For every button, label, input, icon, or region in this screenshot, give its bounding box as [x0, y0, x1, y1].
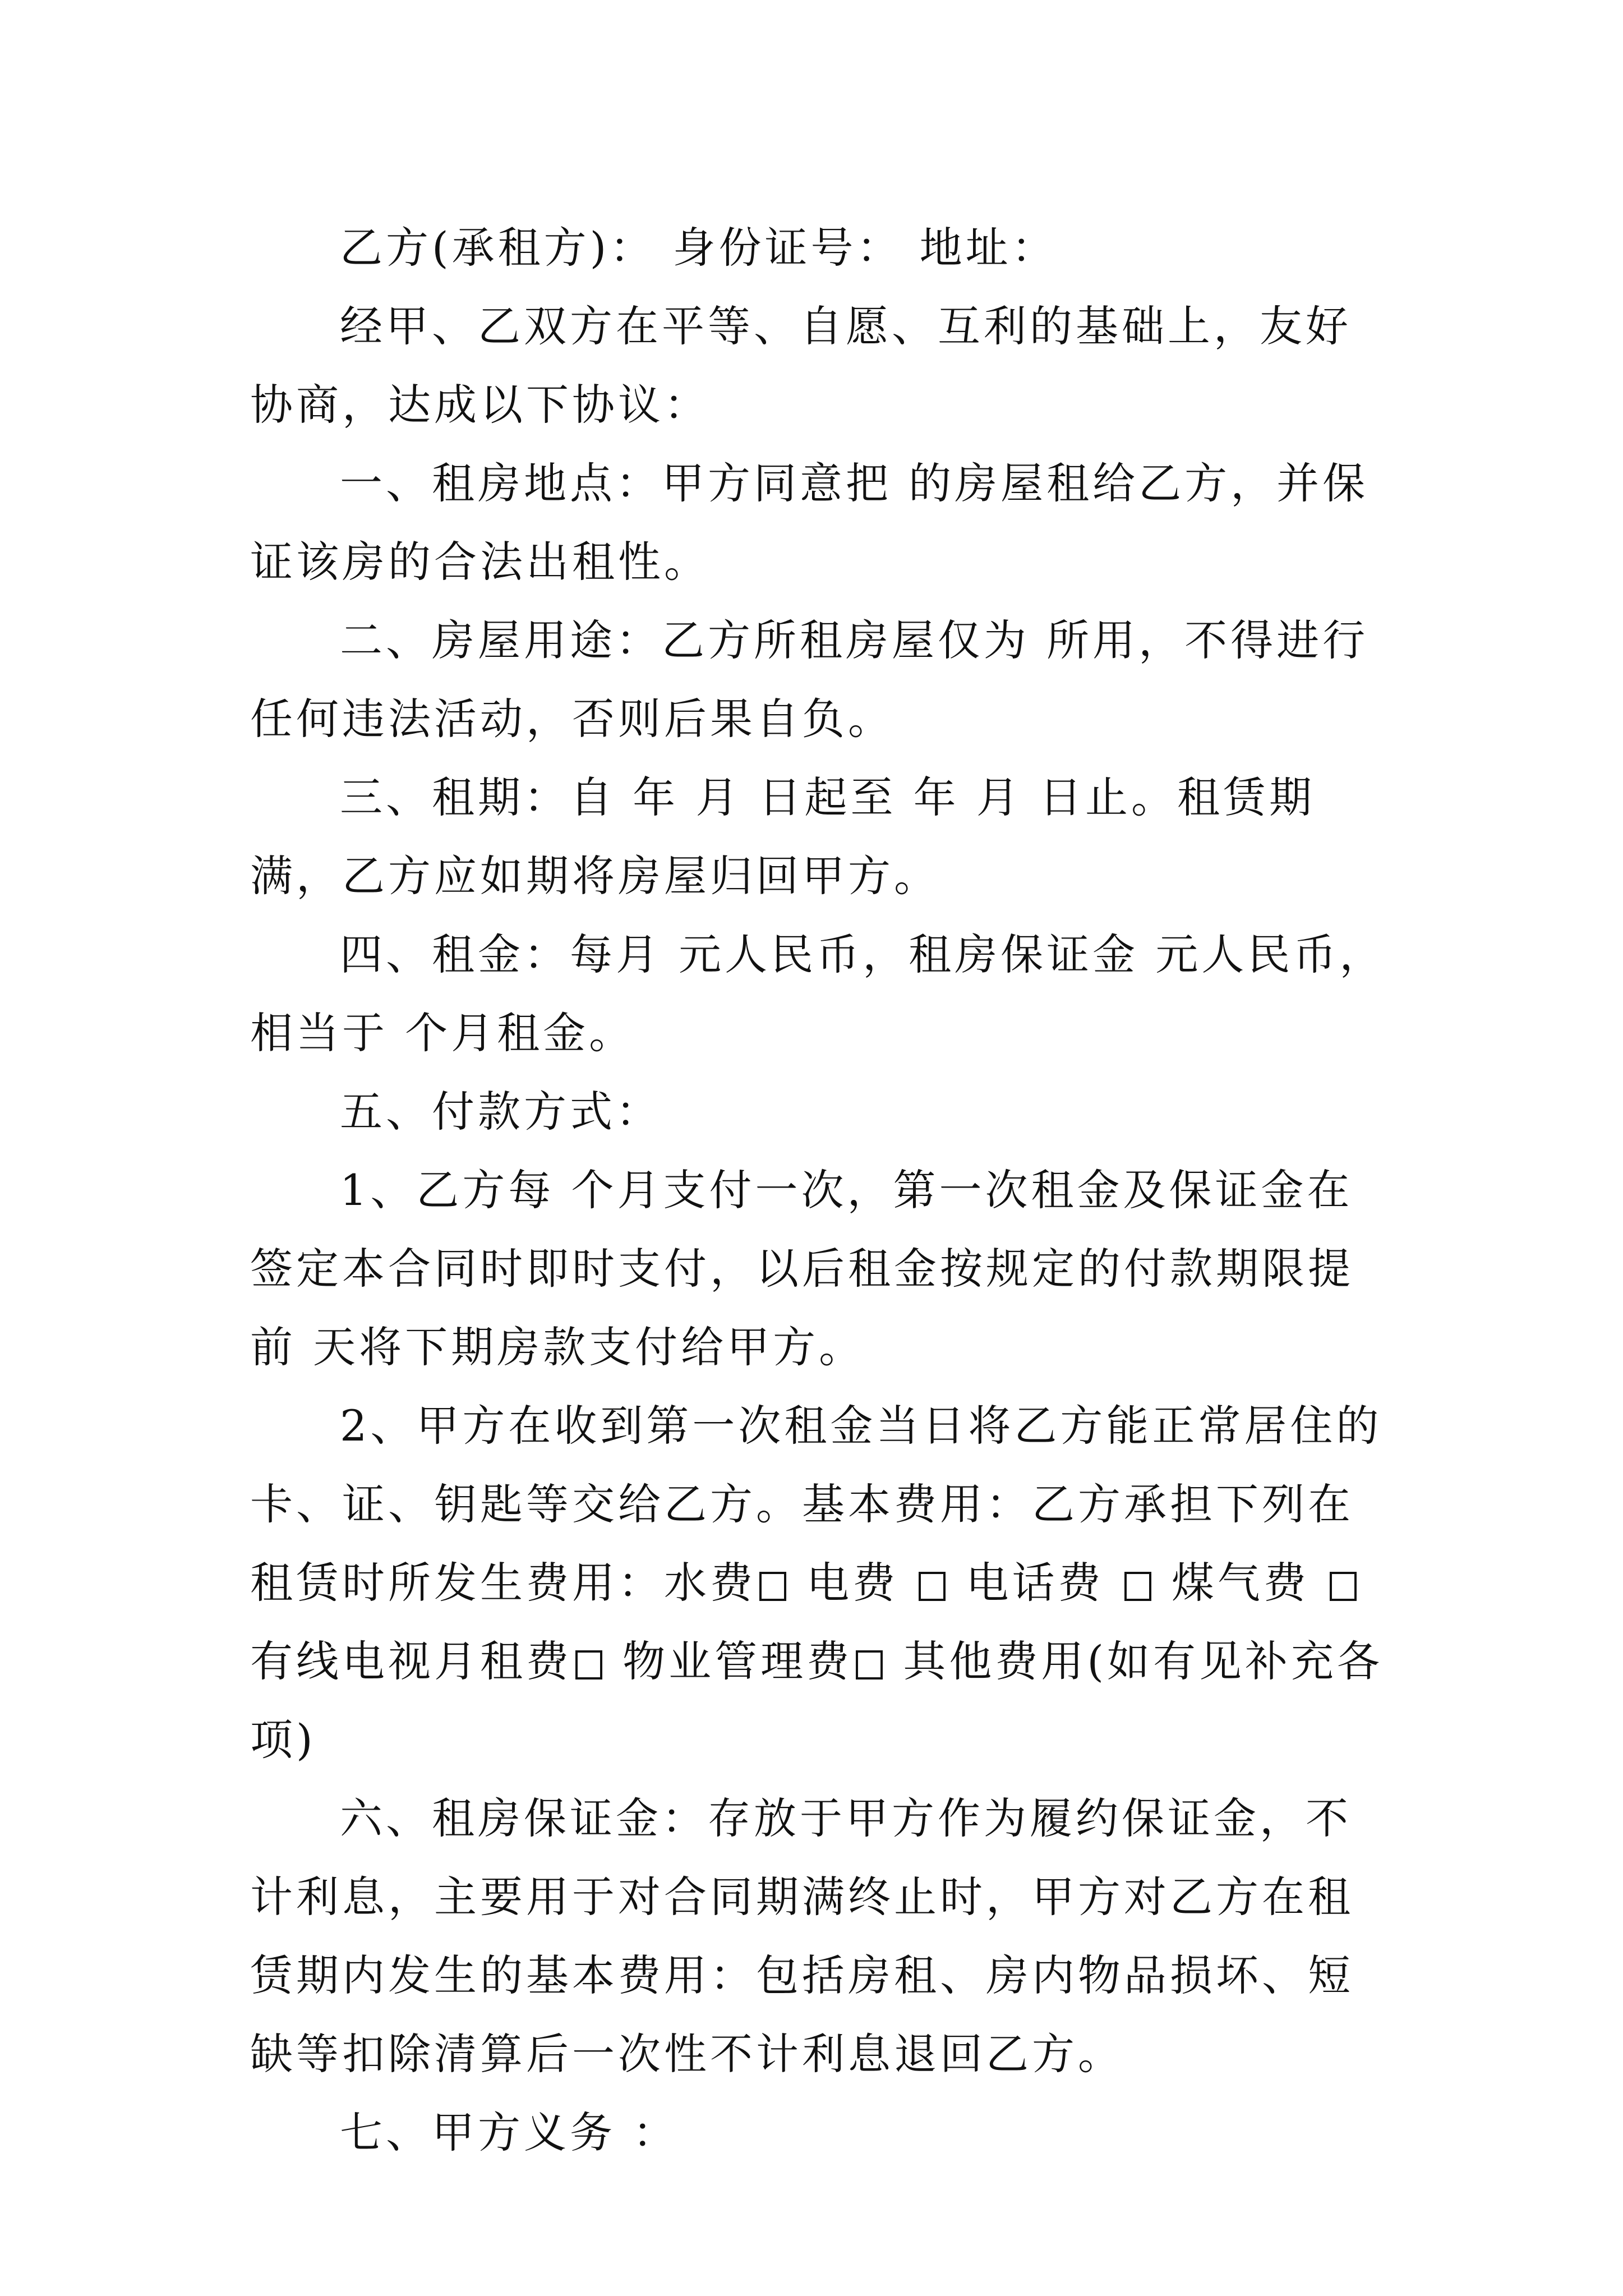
fee-property: 物业管理费 — [623, 1636, 853, 1686]
fee-phone: 电话费 — [966, 1558, 1104, 1608]
clause-5-item-1: 1、乙方每 个月支付一次，第一次租金及保证金在签定本合同时即时支付，以后租金按规定的付款期限提前 天将下期房款支付给甲方。 — [250, 1165, 1354, 1372]
clause-1-location: 一、租房地点：甲方同意把 的房屋租给乙方，并保证该房的合法出租性。 — [250, 458, 1369, 587]
fee-cable-tv-checkbox[interactable] — [575, 1650, 602, 1680]
clause-6-deposit: 六、租房保证金：存放于甲方作为履约保证金，不计利息，主要用于对合同期满终止时，甲方对乙方在租赁期内发生的基本费用：包括房租、房内物品损坏、短缺等扣除清算后一次性不计利息退回乙方。 — [250, 1793, 1354, 2079]
clause-5-item-2 — [250, 1387, 1389, 1779]
clause-4-rent: 四、租金：每月 元人民币，租房保证金 元人民币，相当于 个月租金。 — [250, 930, 1386, 1058]
clause-3-term: 三、租期：自 年 月 日起至 年 月 日止。租赁期满，乙方应如期将房屋归回甲方。 — [250, 772, 1315, 901]
clause-5-item-2-text: 2、甲方在收到第一次租金当日将乙方能正常居住的卡、证、钥匙等交给乙方。基本费用：乙方承担下列在租赁时所发生费用： — [250, 1401, 1382, 1608]
fee-cable-tv: 有线电视月租费 — [250, 1636, 572, 1686]
clause-5-heading: 五、付款方式： — [340, 1087, 662, 1137]
fee-water: 水费 — [664, 1558, 756, 1608]
fee-other: 其他费用(如有见补充各项) — [250, 1636, 1383, 1765]
fee-phone-checkbox[interactable] — [1124, 1572, 1151, 1601]
party-b-line: 乙方(承租方)： 身份证号： 地址： — [340, 223, 1058, 273]
fee-water-checkbox[interactable] — [759, 1572, 786, 1601]
fee-gas: 煤气费 — [1171, 1558, 1310, 1608]
fee-property-checkbox[interactable] — [856, 1650, 883, 1680]
fee-gas-checkbox[interactable] — [1330, 1572, 1357, 1601]
fee-electricity-checkbox[interactable] — [919, 1572, 946, 1601]
clause-7-heading: 七、甲方义务 ： — [340, 2108, 679, 2157]
clause-2-usage: 二、房屋用途：乙方所租房屋仅为 所用，不得进行任何违法活动，否则后果自负。 — [250, 615, 1369, 744]
fee-electricity: 电费 — [806, 1558, 899, 1608]
document-page — [250, 209, 1389, 2172]
preamble-paragraph: 经甲、乙双方在平等、自愿、互利的基础上，友好协商，达成以下协议： — [250, 301, 1352, 430]
